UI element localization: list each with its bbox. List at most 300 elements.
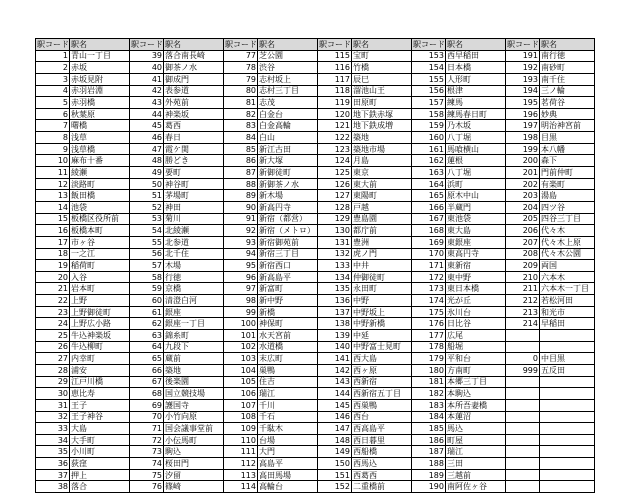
station-code-cell[interactable]: 159 bbox=[412, 120, 446, 132]
station-code-cell[interactable]: 204 bbox=[506, 201, 540, 213]
station-code-cell[interactable]: 32 bbox=[36, 411, 70, 423]
station-code-cell[interactable]: 67 bbox=[130, 376, 164, 388]
station-name-cell[interactable]: 代々木上原 bbox=[540, 236, 595, 248]
station-code-cell[interactable]: 121 bbox=[318, 120, 352, 132]
station-code-cell[interactable]: 202 bbox=[506, 178, 540, 190]
station-name-cell[interactable]: 飯田橋 bbox=[70, 190, 130, 202]
station-code-cell[interactable]: 62 bbox=[130, 318, 164, 330]
station-code-cell[interactable]: 25 bbox=[36, 330, 70, 342]
station-name-cell[interactable]: 辰巳 bbox=[352, 73, 412, 85]
station-name-cell[interactable]: 岩本町 bbox=[70, 283, 130, 295]
station-code-cell[interactable]: 77 bbox=[224, 50, 258, 62]
station-name-cell[interactable]: 北千住 bbox=[164, 248, 224, 260]
station-code-cell[interactable]: 160 bbox=[412, 132, 446, 144]
station-name-cell[interactable]: 豊洲 bbox=[352, 236, 412, 248]
station-code-cell[interactable]: 71 bbox=[130, 423, 164, 435]
station-code-cell[interactable] bbox=[506, 423, 540, 435]
header-name-cell[interactable]: 駅名 bbox=[540, 39, 595, 51]
station-name-cell[interactable]: 中野 bbox=[352, 295, 412, 307]
station-name-cell[interactable] bbox=[540, 399, 595, 411]
station-code-cell[interactable]: 141 bbox=[318, 353, 352, 365]
station-name-cell[interactable]: 東京 bbox=[352, 167, 412, 179]
station-code-cell[interactable]: 112 bbox=[224, 458, 258, 470]
station-name-cell[interactable]: 曙橋 bbox=[70, 120, 130, 132]
station-name-cell[interactable]: 汐留 bbox=[164, 469, 224, 481]
station-name-cell[interactable]: 浅草橋 bbox=[70, 143, 130, 155]
station-name-cell[interactable]: 国会議事堂前 bbox=[164, 423, 224, 435]
station-code-cell[interactable]: 134 bbox=[318, 271, 352, 283]
station-name-cell[interactable]: 本駒込 bbox=[446, 388, 506, 400]
station-name-cell[interactable]: 西葛西 bbox=[352, 469, 412, 481]
station-code-cell[interactable]: 158 bbox=[412, 108, 446, 120]
station-name-cell[interactable]: 田原町 bbox=[352, 97, 412, 109]
station-name-cell[interactable]: 南砂町 bbox=[540, 62, 595, 74]
station-name-cell[interactable]: 市ヶ谷 bbox=[70, 236, 130, 248]
station-code-cell[interactable]: 96 bbox=[224, 271, 258, 283]
station-code-cell[interactable]: 60 bbox=[130, 295, 164, 307]
station-name-cell[interactable]: 両国 bbox=[540, 260, 595, 272]
station-code-cell[interactable]: 8 bbox=[36, 132, 70, 144]
station-name-cell[interactable]: 溜池山王 bbox=[352, 85, 412, 97]
station-code-cell[interactable]: 179 bbox=[412, 353, 446, 365]
station-code-cell[interactable]: 100 bbox=[224, 318, 258, 330]
station-code-cell[interactable]: 168 bbox=[412, 225, 446, 237]
station-name-cell[interactable]: 赤坂 bbox=[70, 62, 130, 74]
station-name-cell[interactable]: 板橋区役所前 bbox=[70, 213, 130, 225]
station-name-cell[interactable]: 練馬 bbox=[446, 97, 506, 109]
station-code-cell[interactable]: 119 bbox=[318, 97, 352, 109]
station-code-cell[interactable]: 39 bbox=[130, 50, 164, 62]
station-name-cell[interactable]: 白金高輪 bbox=[258, 120, 318, 132]
station-name-cell[interactable]: 若松河田 bbox=[540, 295, 595, 307]
station-name-cell[interactable]: 外苑前 bbox=[164, 97, 224, 109]
station-code-cell[interactable]: 21 bbox=[36, 283, 70, 295]
station-code-cell[interactable]: 165 bbox=[412, 190, 446, 202]
station-name-cell[interactable]: 内幸町 bbox=[70, 353, 130, 365]
station-name-cell[interactable] bbox=[540, 330, 595, 342]
station-code-cell[interactable]: 52 bbox=[130, 201, 164, 213]
header-name-cell[interactable]: 駅名 bbox=[164, 39, 224, 51]
station-name-cell[interactable]: 菊川 bbox=[164, 213, 224, 225]
station-name-cell[interactable]: 王子神谷 bbox=[70, 411, 130, 423]
station-code-cell[interactable]: 76 bbox=[130, 481, 164, 493]
station-code-cell[interactable]: 83 bbox=[224, 120, 258, 132]
station-code-cell[interactable]: 174 bbox=[412, 295, 446, 307]
station-code-cell[interactable]: 40 bbox=[130, 62, 164, 74]
station-name-cell[interactable]: 町屋 bbox=[446, 434, 506, 446]
station-name-cell[interactable]: 半蔵門 bbox=[446, 201, 506, 213]
station-code-cell[interactable]: 42 bbox=[130, 85, 164, 97]
station-name-cell[interactable]: 船堀 bbox=[446, 341, 506, 353]
station-name-cell[interactable]: 上野御徒町 bbox=[70, 306, 130, 318]
station-name-cell[interactable] bbox=[540, 411, 595, 423]
station-name-cell[interactable]: 新宿（都営） bbox=[258, 213, 318, 225]
station-code-cell[interactable]: 90 bbox=[224, 201, 258, 213]
station-name-cell[interactable]: 錦糸町 bbox=[164, 330, 224, 342]
station-name-cell[interactable]: 西巣鴨 bbox=[352, 399, 412, 411]
station-code-cell[interactable]: 80 bbox=[224, 85, 258, 97]
station-name-cell[interactable]: 永田町 bbox=[352, 283, 412, 295]
station-name-cell[interactable]: 巣鴨 bbox=[258, 364, 318, 376]
station-name-cell[interactable]: 人形町 bbox=[446, 73, 506, 85]
station-code-cell[interactable]: 114 bbox=[224, 481, 258, 493]
station-name-cell[interactable]: 押上 bbox=[70, 469, 130, 481]
station-name-cell[interactable]: 本郷三丁目 bbox=[446, 376, 506, 388]
station-name-cell[interactable]: 東大島 bbox=[446, 225, 506, 237]
station-name-cell[interactable]: 新高島平 bbox=[258, 271, 318, 283]
station-name-cell[interactable]: 六本木一丁目 bbox=[540, 283, 595, 295]
station-code-cell[interactable]: 190 bbox=[412, 481, 446, 493]
station-code-cell[interactable]: 75 bbox=[130, 469, 164, 481]
station-name-cell[interactable]: 根津 bbox=[446, 85, 506, 97]
station-code-cell[interactable]: 145 bbox=[318, 399, 352, 411]
station-code-cell[interactable]: 61 bbox=[130, 306, 164, 318]
station-name-cell[interactable]: 戸越 bbox=[352, 201, 412, 213]
station-name-cell[interactable] bbox=[540, 481, 595, 493]
station-name-cell[interactable]: 東高円寺 bbox=[446, 248, 506, 260]
station-code-cell[interactable]: 149 bbox=[318, 446, 352, 458]
station-code-cell[interactable]: 98 bbox=[224, 295, 258, 307]
station-code-cell[interactable]: 93 bbox=[224, 236, 258, 248]
station-name-cell[interactable]: 銀座一丁目 bbox=[164, 318, 224, 330]
station-name-cell[interactable]: 西台 bbox=[352, 411, 412, 423]
station-name-cell[interactable]: 四谷三丁目 bbox=[540, 213, 595, 225]
station-code-cell[interactable]: 91 bbox=[224, 213, 258, 225]
station-name-cell[interactable]: 江戸川橋 bbox=[70, 376, 130, 388]
station-name-cell[interactable]: 南行徳 bbox=[540, 50, 595, 62]
station-code-cell[interactable]: 23 bbox=[36, 306, 70, 318]
station-name-cell[interactable]: 赤坂見附 bbox=[70, 73, 130, 85]
station-code-cell[interactable]: 72 bbox=[130, 434, 164, 446]
station-code-cell[interactable]: 180 bbox=[412, 364, 446, 376]
station-name-cell[interactable]: 赤羽岩淵 bbox=[70, 85, 130, 97]
station-code-cell[interactable]: 139 bbox=[318, 330, 352, 342]
station-code-cell[interactable]: 125 bbox=[318, 167, 352, 179]
station-name-cell[interactable]: 東池袋 bbox=[446, 213, 506, 225]
station-code-cell[interactable]: 56 bbox=[130, 248, 164, 260]
station-name-cell[interactable]: 勝どき bbox=[164, 155, 224, 167]
station-name-cell[interactable]: 八丁堀 bbox=[446, 167, 506, 179]
station-code-cell[interactable]: 6 bbox=[36, 108, 70, 120]
station-code-cell[interactable]: 135 bbox=[318, 283, 352, 295]
station-name-cell[interactable]: 要町 bbox=[164, 167, 224, 179]
station-name-cell[interactable]: 中野坂上 bbox=[352, 306, 412, 318]
station-code-cell[interactable]: 170 bbox=[412, 248, 446, 260]
station-code-cell[interactable]: 106 bbox=[224, 388, 258, 400]
station-name-cell[interactable]: 目黒 bbox=[540, 132, 595, 144]
station-code-cell[interactable] bbox=[506, 481, 540, 493]
station-name-cell[interactable] bbox=[540, 458, 595, 470]
station-code-cell[interactable]: 66 bbox=[130, 364, 164, 376]
station-code-cell[interactable]: 86 bbox=[224, 155, 258, 167]
station-name-cell[interactable]: 新宿御苑前 bbox=[258, 236, 318, 248]
station-name-cell[interactable]: 春日 bbox=[164, 132, 224, 144]
station-code-cell[interactable]: 195 bbox=[506, 97, 540, 109]
station-name-cell[interactable]: 高輪台 bbox=[258, 481, 318, 493]
station-code-cell[interactable]: 212 bbox=[506, 295, 540, 307]
station-name-cell[interactable]: 霞ケ関 bbox=[164, 143, 224, 155]
station-name-cell[interactable]: 築地 bbox=[164, 364, 224, 376]
station-code-cell[interactable]: 36 bbox=[36, 458, 70, 470]
header-name-cell[interactable]: 駅名 bbox=[70, 39, 130, 51]
station-name-cell[interactable]: 新大塚 bbox=[258, 155, 318, 167]
station-name-cell[interactable]: 和光市 bbox=[540, 306, 595, 318]
station-code-cell[interactable]: 46 bbox=[130, 132, 164, 144]
station-code-cell[interactable]: 24 bbox=[36, 318, 70, 330]
station-name-cell[interactable]: 志村坂上 bbox=[258, 73, 318, 85]
station-name-cell[interactable]: 篠崎 bbox=[164, 481, 224, 493]
station-name-cell[interactable]: 東新宿 bbox=[446, 260, 506, 272]
station-name-cell[interactable]: 浦安 bbox=[70, 364, 130, 376]
station-code-cell[interactable]: 172 bbox=[412, 271, 446, 283]
station-name-cell[interactable]: 中延 bbox=[352, 330, 412, 342]
station-name-cell[interactable]: 東陽町 bbox=[352, 190, 412, 202]
station-code-cell[interactable]: 5 bbox=[36, 97, 70, 109]
header-code-cell[interactable]: 駅コード bbox=[413, 39, 445, 49]
station-code-cell[interactable]: 196 bbox=[506, 108, 540, 120]
station-name-cell[interactable]: 青山一丁目 bbox=[70, 50, 130, 62]
station-code-cell[interactable]: 27 bbox=[36, 353, 70, 365]
station-code-cell[interactable]: 73 bbox=[130, 446, 164, 458]
station-code-cell[interactable]: 178 bbox=[412, 341, 446, 353]
station-name-cell[interactable]: 新江古田 bbox=[258, 143, 318, 155]
station-code-cell[interactable]: 129 bbox=[318, 213, 352, 225]
station-code-cell[interactable]: 19 bbox=[36, 260, 70, 272]
station-name-cell[interactable]: 東日本橋 bbox=[446, 283, 506, 295]
station-code-cell[interactable]: 104 bbox=[224, 364, 258, 376]
station-code-cell[interactable]: 74 bbox=[130, 458, 164, 470]
station-name-cell[interactable]: 後楽園 bbox=[164, 376, 224, 388]
station-name-cell[interactable]: 国立競技場 bbox=[164, 388, 224, 400]
station-code-cell[interactable]: 126 bbox=[318, 178, 352, 190]
station-name-cell[interactable]: 西ヶ原 bbox=[352, 364, 412, 376]
station-name-cell[interactable]: 王子 bbox=[70, 399, 130, 411]
station-name-cell[interactable]: 二重橋前 bbox=[352, 481, 412, 493]
station-name-cell[interactable]: 本蓮沼 bbox=[446, 411, 506, 423]
station-name-cell[interactable]: 氷川台 bbox=[446, 306, 506, 318]
station-code-cell[interactable]: 127 bbox=[318, 190, 352, 202]
station-code-cell[interactable]: 45 bbox=[130, 120, 164, 132]
station-code-cell[interactable]: 131 bbox=[318, 236, 352, 248]
header-name-cell[interactable]: 駅名 bbox=[352, 39, 412, 51]
station-code-cell[interactable]: 68 bbox=[130, 388, 164, 400]
station-code-cell[interactable]: 85 bbox=[224, 143, 258, 155]
station-name-cell[interactable]: 都庁前 bbox=[352, 225, 412, 237]
station-name-cell[interactable]: 高島平 bbox=[258, 458, 318, 470]
station-name-cell[interactable]: 神保町 bbox=[258, 318, 318, 330]
station-code-cell[interactable]: 64 bbox=[130, 341, 164, 353]
station-code-cell[interactable]: 101 bbox=[224, 330, 258, 342]
station-name-cell[interactable]: 月島 bbox=[352, 155, 412, 167]
station-code-cell[interactable]: 113 bbox=[224, 469, 258, 481]
station-code-cell[interactable]: 142 bbox=[318, 364, 352, 376]
station-code-cell[interactable]: 97 bbox=[224, 283, 258, 295]
station-name-cell[interactable]: 桜田門 bbox=[164, 458, 224, 470]
station-name-cell[interactable]: 広尾 bbox=[446, 330, 506, 342]
station-code-cell[interactable]: 65 bbox=[130, 353, 164, 365]
station-code-cell[interactable]: 59 bbox=[130, 283, 164, 295]
station-name-cell[interactable]: 行徳 bbox=[164, 271, 224, 283]
station-name-cell[interactable]: 小川町 bbox=[70, 446, 130, 458]
station-code-cell[interactable]: 205 bbox=[506, 213, 540, 225]
station-code-cell[interactable]: 94 bbox=[224, 248, 258, 260]
station-name-cell[interactable]: 新宿（メトロ） bbox=[258, 225, 318, 237]
station-code-cell[interactable]: 188 bbox=[412, 458, 446, 470]
station-code-cell[interactable]: 194 bbox=[506, 85, 540, 97]
station-code-cell[interactable]: 16 bbox=[36, 225, 70, 237]
station-name-cell[interactable]: 小竹向原 bbox=[164, 411, 224, 423]
station-name-cell[interactable]: 落合南長崎 bbox=[164, 50, 224, 62]
station-code-cell[interactable]: 182 bbox=[412, 388, 446, 400]
station-code-cell[interactable]: 50 bbox=[130, 178, 164, 190]
station-name-cell[interactable]: 西新宿 bbox=[352, 376, 412, 388]
station-name-cell[interactable]: 西馬込 bbox=[352, 458, 412, 470]
station-code-cell[interactable]: 44 bbox=[130, 108, 164, 120]
station-code-cell[interactable]: 157 bbox=[412, 97, 446, 109]
station-name-cell[interactable]: 三越前 bbox=[446, 469, 506, 481]
station-code-cell[interactable]: 105 bbox=[224, 376, 258, 388]
station-code-cell[interactable]: 89 bbox=[224, 190, 258, 202]
station-code-cell[interactable]: 136 bbox=[318, 295, 352, 307]
station-code-cell[interactable]: 151 bbox=[318, 469, 352, 481]
header-code-cell[interactable]: 駅コード bbox=[131, 39, 163, 49]
station-name-cell[interactable]: 銀座 bbox=[164, 306, 224, 318]
station-code-cell[interactable]: 177 bbox=[412, 330, 446, 342]
station-code-cell[interactable]: 198 bbox=[506, 132, 540, 144]
station-code-cell[interactable]: 115 bbox=[318, 50, 352, 62]
station-name-cell[interactable] bbox=[540, 434, 595, 446]
station-code-cell[interactable]: 78 bbox=[224, 62, 258, 74]
station-code-cell[interactable]: 18 bbox=[36, 248, 70, 260]
station-code-cell[interactable]: 143 bbox=[318, 376, 352, 388]
station-name-cell[interactable]: 板橋本町 bbox=[70, 225, 130, 237]
station-code-cell[interactable]: 210 bbox=[506, 271, 540, 283]
station-name-cell[interactable]: 馬喰横山 bbox=[446, 143, 506, 155]
station-name-cell[interactable]: 方南町 bbox=[446, 364, 506, 376]
station-name-cell[interactable]: 浅草 bbox=[70, 132, 130, 144]
station-name-cell[interactable]: 湯島 bbox=[540, 190, 595, 202]
station-code-cell[interactable]: 26 bbox=[36, 341, 70, 353]
station-name-cell[interactable]: 清澄白河 bbox=[164, 295, 224, 307]
station-code-cell[interactable]: 107 bbox=[224, 399, 258, 411]
station-code-cell[interactable]: 4 bbox=[36, 85, 70, 97]
station-name-cell[interactable]: 大手町 bbox=[70, 434, 130, 446]
station-name-cell[interactable]: 豊島園 bbox=[352, 213, 412, 225]
station-code-cell[interactable]: 133 bbox=[318, 260, 352, 272]
station-name-cell[interactable]: 綾瀬 bbox=[70, 167, 130, 179]
station-name-cell[interactable]: 新高円寺 bbox=[258, 201, 318, 213]
station-name-cell[interactable]: 新御徒町 bbox=[258, 167, 318, 179]
station-name-cell[interactable]: 志村三丁目 bbox=[258, 85, 318, 97]
station-name-cell[interactable]: 光が丘 bbox=[446, 295, 506, 307]
station-code-cell[interactable]: 197 bbox=[506, 120, 540, 132]
station-name-cell[interactable]: 牛込柳町 bbox=[70, 341, 130, 353]
station-name-cell[interactable]: 馬込 bbox=[446, 423, 506, 435]
station-name-cell[interactable]: 明治神宮前 bbox=[540, 120, 595, 132]
station-code-cell[interactable]: 103 bbox=[224, 353, 258, 365]
header-name-cell[interactable]: 駅名 bbox=[258, 39, 318, 51]
station-name-cell[interactable]: 新橋 bbox=[258, 306, 318, 318]
station-name-cell[interactable]: 南阿佐ヶ谷 bbox=[446, 481, 506, 493]
station-code-cell[interactable]: 154 bbox=[412, 62, 446, 74]
station-name-cell[interactable]: 門前仲町 bbox=[540, 167, 595, 179]
station-code-cell[interactable]: 166 bbox=[412, 201, 446, 213]
station-name-cell[interactable]: 代々木公園 bbox=[540, 248, 595, 260]
station-name-cell[interactable]: 入谷 bbox=[70, 271, 130, 283]
station-name-cell[interactable]: 西早稲田 bbox=[446, 50, 506, 62]
station-name-cell[interactable]: 駒込 bbox=[164, 446, 224, 458]
station-code-cell[interactable]: 130 bbox=[318, 225, 352, 237]
station-code-cell[interactable]: 108 bbox=[224, 411, 258, 423]
station-name-cell[interactable]: 西船橋 bbox=[352, 446, 412, 458]
header-code-cell[interactable]: 駅コード bbox=[225, 39, 257, 49]
station-name-cell[interactable]: 京橋 bbox=[164, 283, 224, 295]
station-name-cell[interactable]: 有楽町 bbox=[540, 178, 595, 190]
station-name-cell[interactable]: 高田馬場 bbox=[258, 469, 318, 481]
station-code-cell[interactable]: 187 bbox=[412, 446, 446, 458]
station-code-cell[interactable]: 1 bbox=[36, 50, 70, 62]
station-code-cell[interactable]: 144 bbox=[318, 388, 352, 400]
station-code-cell[interactable]: 87 bbox=[224, 167, 258, 179]
station-code-cell[interactable]: 120 bbox=[318, 108, 352, 120]
station-code-cell[interactable]: 146 bbox=[318, 411, 352, 423]
station-name-cell[interactable]: 妙典 bbox=[540, 108, 595, 120]
station-code-cell[interactable]: 211 bbox=[506, 283, 540, 295]
station-code-cell[interactable]: 128 bbox=[318, 201, 352, 213]
station-name-cell[interactable]: 上野 bbox=[70, 295, 130, 307]
station-name-cell[interactable]: 赤羽橋 bbox=[70, 97, 130, 109]
station-code-cell[interactable]: 14 bbox=[36, 201, 70, 213]
station-name-cell[interactable]: 落合 bbox=[70, 481, 130, 493]
station-code-cell[interactable]: 137 bbox=[318, 306, 352, 318]
station-name-cell[interactable]: 五反田 bbox=[540, 364, 595, 376]
station-code-cell[interactable]: 118 bbox=[318, 85, 352, 97]
station-code-cell[interactable]: 55 bbox=[130, 236, 164, 248]
station-code-cell[interactable]: 63 bbox=[130, 330, 164, 342]
station-code-cell[interactable]: 54 bbox=[130, 225, 164, 237]
station-name-cell[interactable]: 地下鉄成増 bbox=[352, 120, 412, 132]
station-code-cell[interactable]: 173 bbox=[412, 283, 446, 295]
station-code-cell[interactable]: 110 bbox=[224, 434, 258, 446]
station-code-cell[interactable]: 207 bbox=[506, 236, 540, 248]
station-code-cell[interactable]: 41 bbox=[130, 73, 164, 85]
station-name-cell[interactable]: 築地市場 bbox=[352, 143, 412, 155]
station-code-cell[interactable]: 11 bbox=[36, 167, 70, 179]
station-code-cell[interactable] bbox=[506, 376, 540, 388]
station-code-cell[interactable]: 209 bbox=[506, 260, 540, 272]
station-name-cell[interactable]: 東大前 bbox=[352, 178, 412, 190]
station-code-cell[interactable]: 37 bbox=[36, 469, 70, 481]
station-code-cell[interactable]: 57 bbox=[130, 260, 164, 272]
station-code-cell[interactable]: 15 bbox=[36, 213, 70, 225]
station-name-cell[interactable]: 八丁堀 bbox=[446, 132, 506, 144]
station-code-cell[interactable]: 29 bbox=[36, 376, 70, 388]
station-name-cell[interactable]: 新宿西口 bbox=[258, 260, 318, 272]
station-name-cell[interactable]: 東銀座 bbox=[446, 236, 506, 248]
station-name-cell[interactable]: 護国寺 bbox=[164, 399, 224, 411]
station-code-cell[interactable]: 186 bbox=[412, 434, 446, 446]
station-name-cell[interactable] bbox=[540, 341, 595, 353]
station-name-cell[interactable]: 御茶ノ水 bbox=[164, 62, 224, 74]
station-code-cell[interactable]: 92 bbox=[224, 225, 258, 237]
station-code-cell[interactable]: 7 bbox=[36, 120, 70, 132]
station-name-cell[interactable]: 台場 bbox=[258, 434, 318, 446]
station-code-cell[interactable]: 58 bbox=[130, 271, 164, 283]
station-code-cell[interactable]: 200 bbox=[506, 155, 540, 167]
station-name-cell[interactable]: 中野富士見町 bbox=[352, 341, 412, 353]
station-code-cell[interactable]: 201 bbox=[506, 167, 540, 179]
station-name-cell[interactable]: 新富町 bbox=[258, 283, 318, 295]
